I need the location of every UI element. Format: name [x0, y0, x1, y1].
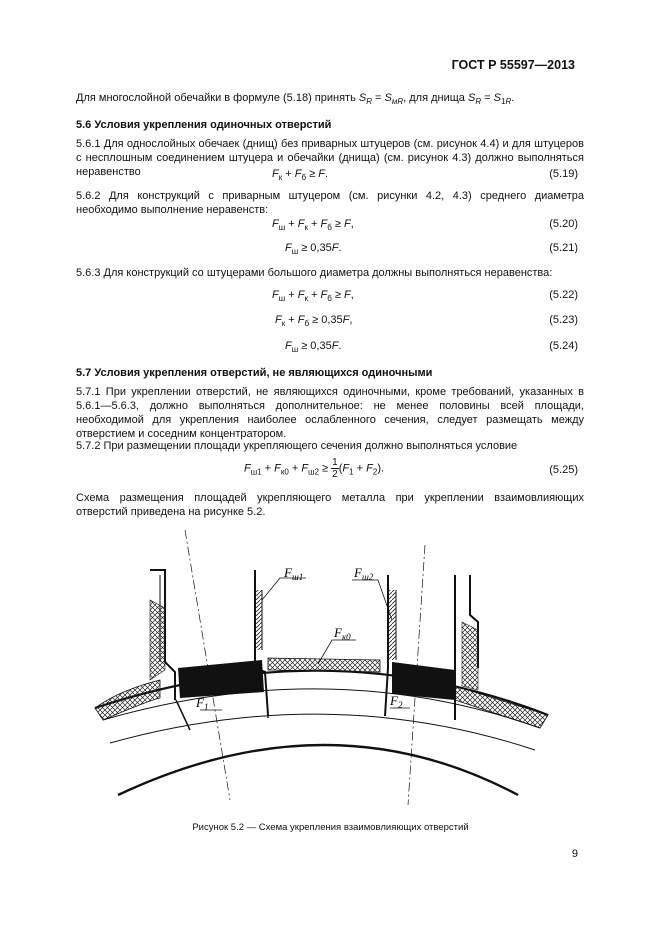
para-5-7-3: Схема размещения площадей укрепляющего металла при укреплении взаимовлияющих отверстий приведена на рисунке 5.2. — [76, 492, 584, 518]
formula-num-5-21: (5.21) — [549, 242, 578, 254]
formula-num-5-20: (5.20) — [549, 218, 578, 230]
formula-num-5-19: (5.19) — [549, 168, 578, 180]
formula-num-5-24: (5.24) — [549, 340, 578, 352]
label-fsh2: $F_{ш2}$ — [354, 565, 374, 582]
nozzle2-weld-hatch — [389, 590, 396, 660]
section-5-7-title: 5.7 Условия укрепления отверстий, не являющихся одиночными — [76, 367, 433, 379]
nozzle2-left-wall — [385, 575, 388, 716]
shell-inner-surface — [118, 745, 518, 795]
intro-text-b: , для днища — [403, 92, 468, 104]
nozzle1-bore-left — [176, 700, 190, 730]
formula-num-5-22: (5.22) — [549, 289, 578, 301]
formula-5-24: $F_ш \ge 0,35F$. — [285, 340, 342, 354]
para-5-7-2: 5.7.2 При размещении площади укрепляющего сечения должно выполняться условие — [76, 440, 518, 452]
nozzle1-weld-hatch — [256, 590, 262, 650]
section-5-6-title: 5.6 Условия укрепления одиночных отверстий — [76, 119, 332, 131]
formula-5-25: $F_{ш1} + F_{к0} + F_{ш2}$ ≥ $\frac{1}{2}$ $(F_1 + F_2)$. — [244, 457, 385, 480]
para-5-6-2: 5.6.2 Для конструкций с приварным штуцером (см. рисунки 4.2, 4.3) среднего диаметра необходимо выполнение неравенств: — [76, 190, 584, 216]
formula-5-20: $F_ш + F_к + F_б \ge F$, — [272, 218, 354, 232]
nozzle2-right-reinf — [462, 622, 478, 690]
nozzle2-dark-section — [392, 662, 455, 700]
reinforcement-figure — [0, 525, 661, 815]
intro-line: Для многослойной обечайки в формуле (5.18) принять $S_R = S_{мR}$, для днища $S_R = S_{1R}$. — [76, 92, 515, 106]
formula-5-23: $F_к + F_б \ge 0,35F$, — [275, 314, 353, 328]
page-number: 9 — [571, 848, 578, 860]
label-f1: $F_1$ — [196, 695, 209, 712]
label-f2: $F_2$ — [390, 693, 403, 710]
shell-reinf-left — [95, 680, 160, 720]
para-5-6-3: 5.6.3 Для конструкций со штуцерами большого диаметра должны выполняться неравенства: — [76, 267, 553, 279]
nozzle1-dark-section — [178, 660, 264, 698]
formula-num-5-23: (5.23) — [549, 314, 578, 326]
formula-num-5-25: (5.25) — [549, 464, 578, 476]
para-5-6-1: 5.6.1 Для однослойных обечаек (днищ) без приварных штуцеров (см. рисунок 4.4) и для штуцеров с несплошным соединением штуцера и обечайки (днища) (см. рисунок 4.3) должно выполняться неравенство — [76, 138, 584, 178]
shell-reinf-middle — [268, 658, 380, 672]
formula-5-19: $F_к + F_б \ge F$. — [272, 168, 329, 182]
leader-fsh2 — [352, 580, 392, 620]
figure-caption: Рисунок 5.2 — Схема укрепления взаимовлияющих отверстий — [192, 822, 469, 833]
formula-5-21: $F_ш \ge 0,35F$. — [285, 242, 342, 256]
para-5-7-1: 5.7.1 При укреплении отверстий, не являющихся одиночными, кроме требований, указанных в 5.6.1—5.6.3, должно выполняться дополнительное: не менее половины всей площади, необходимой для укрепления наиболее ослабленного сечения, следует размещать между отверстием и соседним концентратором. — [76, 386, 584, 440]
label-fk0: $F_{к0}$ — [334, 625, 351, 642]
label-fsh1: $F_{ш1}$ — [284, 565, 304, 582]
intro-text-a: Для многослойной обечайки в формуле (5.18) принять — [76, 92, 359, 104]
formula-5-22: $F_ш + F_к + F_б \ge F$, — [272, 289, 354, 303]
standard-header: ГОСТ Р 55597—2013 — [451, 58, 575, 72]
nozzle1-left-reinf — [150, 600, 165, 680]
